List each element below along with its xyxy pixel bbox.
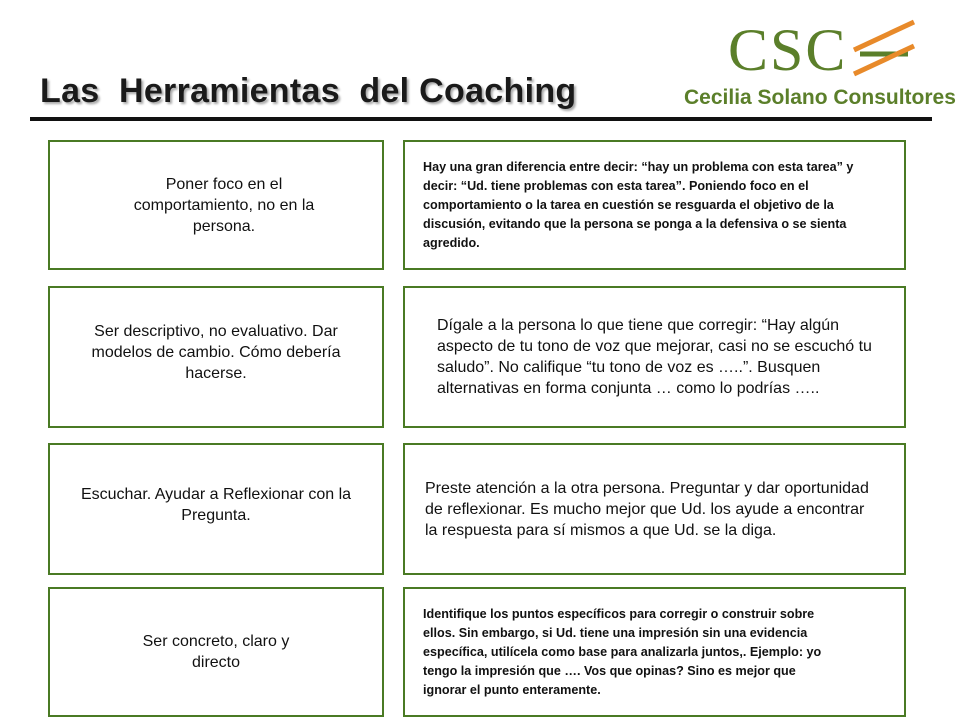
explanation-text: Identifique los puntos específicos para corregir o construir sobre ellos. Sin embargo, si Ud. tiene una impresión sin una evidencia específica, utilícela como base para analizarla juntos,. Ejemplo: yo tengo la impresión que …. Vos que opinas? Sino es mejor que ignorar el punto enteramente. [423,606,822,697]
explanation-text: Dígale a la persona lo que tiene que corregir: “Hay algún aspecto de tu tono de voz que mejorar, casi no se escuchó tu saludo”. No califique “tu tono de voz es …..”. Busquen alternativas en forma conjunta … como lo podrías ….. [437,317,872,397]
explanation-text: Hay una gran diferencia entre decir: “hay un problema con esta tarea” y decir: “Ud. tiene problemas con esta tarea”. Poniendo foco en el comportamiento o la tarea en cuestión se resguarda el objetivo de la discusión, evitando que la persona se ponga a la defensiva o se sienta agredido. [423,159,854,250]
tool-box-2 [48,286,384,428]
tool-text: Escuchar. Ayudar a Reflexionar con la Pregunta. [80,486,352,524]
explanation-box-4 [403,587,906,717]
tool-box-1 [48,140,384,270]
title-divider [30,117,932,121]
logo-mark: CSC [728,17,848,83]
explanation-box-1 [403,140,906,270]
tool-text: Ser descriptivo, no evaluativo. Dar modelos de cambio. Cómo debería hacerse. [91,322,341,382]
tool-box-3 [48,443,384,575]
explanation-text: Preste atención a la otra persona. Preguntar y dar oportunidad de reflexionar. Es mucho mejor que Ud. los ayude a encontrar la respuesta para sí mismos a que Ud. se la diga. [425,479,869,539]
explanation-box-3 [403,443,906,575]
company-name: Cecilia Solano Consultores [684,86,956,109]
logo-bolt-icon [844,16,924,78]
explanation-box-2 [403,286,906,428]
company-logo [684,16,956,116]
slide-title: Las Herramientas del Coaching [40,72,577,110]
tool-text: Poner foco en el comportamiento, no en la persona. [133,175,315,235]
tool-box-4 [48,587,384,717]
tool-text: Ser concreto, claro y directo [142,633,290,671]
